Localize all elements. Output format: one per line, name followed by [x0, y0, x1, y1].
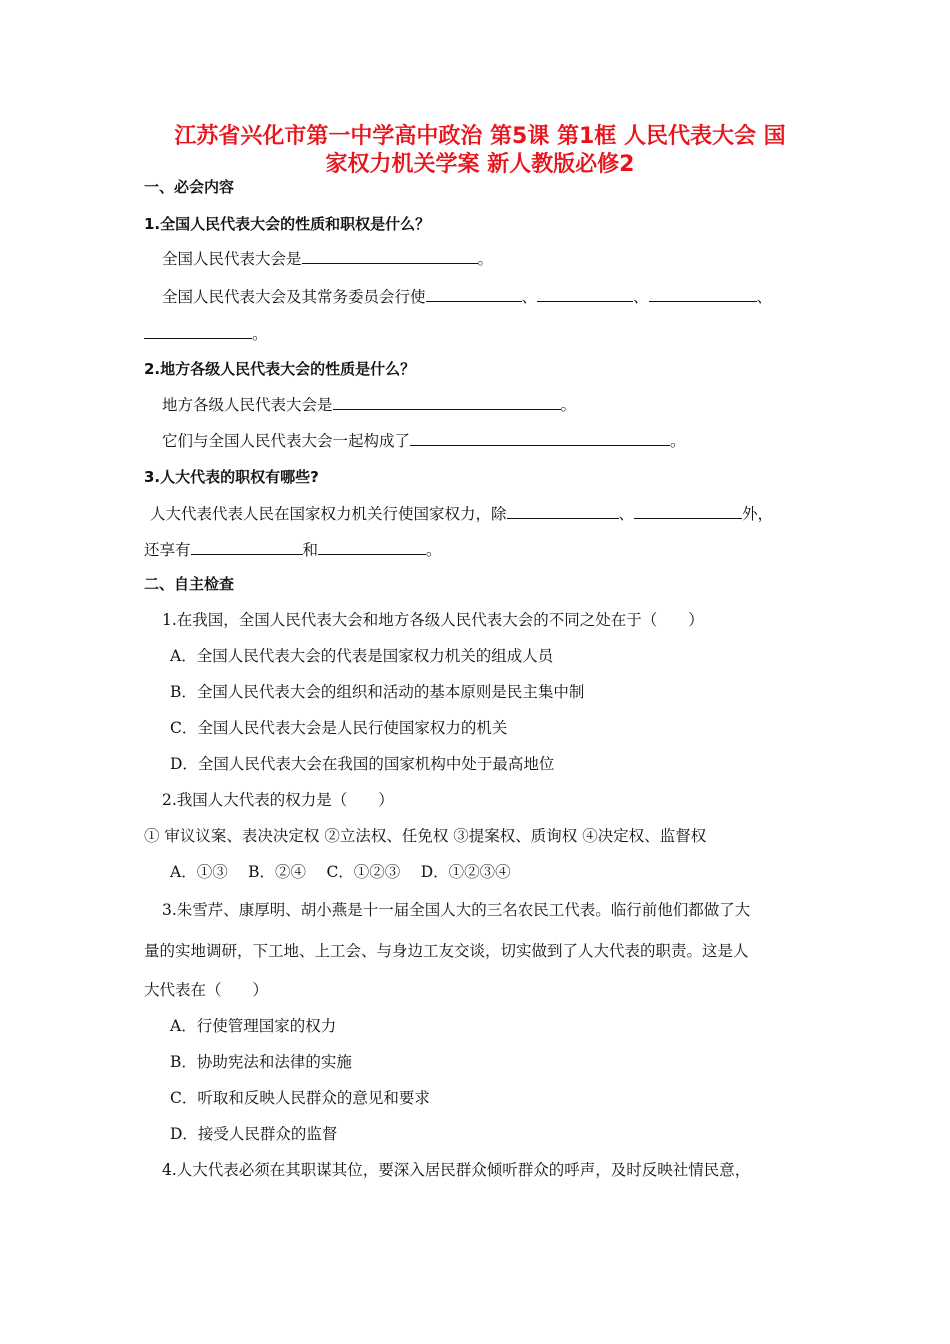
fill-blank[interactable] — [649, 287, 757, 302]
q3-line-2-text: 还享有 — [144, 541, 191, 559]
q1-line-2 — [162, 286, 772, 308]
q3-line-2-end: 。 — [426, 541, 442, 559]
q1-line-1-end: 。 — [477, 250, 494, 268]
q1-line-1 — [162, 248, 493, 270]
q2-line-1 — [162, 394, 576, 416]
fill-blank[interactable] — [426, 287, 522, 302]
fill-blank[interactable] — [302, 249, 478, 264]
fill-blank[interactable] — [507, 504, 619, 519]
q3-line-1 — [150, 503, 773, 525]
s2-q3-option-c: C．听取和反映人民群众的意见和要求 — [170, 1089, 430, 1107]
q3-heading: 3.人大代表的职权有哪些? — [144, 468, 319, 486]
q1-heading: 1.全国人民代表大会的性质和职权是什么？ — [144, 215, 431, 233]
s2-q3-stem-line-3: 大代表在（ ） — [144, 981, 269, 999]
s2-q3-stem-line-1: 3.朱雪芹、康厚明、胡小燕是十一届全国人大的三名农民工代表。临行前他们都做了大 — [162, 901, 751, 919]
q1-line-3-end: 。 — [252, 325, 268, 343]
q3-line-1-end: 外， — [742, 505, 774, 523]
fill-blank[interactable] — [191, 540, 303, 555]
s2-q2-items: ① 审议议案、表决决定权 ②立法权、任免权 ③提案权、质询权 ④决定权、监督权 — [144, 827, 707, 845]
s2-q3-option-d: D．接受人民群众的监督 — [170, 1125, 338, 1143]
separator: 、 — [521, 288, 538, 306]
q2-line-2 — [162, 430, 686, 452]
q1-line-3 — [144, 323, 268, 345]
q3-line-2 — [144, 539, 442, 561]
q1-line-1-text: 全国人民代表大会是 — [162, 250, 302, 268]
fill-blank[interactable] — [634, 504, 742, 519]
fill-blank[interactable] — [333, 395, 561, 410]
s2-q2-options: A．①③ B．②④ C．①②③ D．①②③④ — [170, 863, 511, 881]
q2-line-2-end: 。 — [670, 432, 686, 450]
q3-line-2-mid: 和 — [302, 541, 319, 559]
s2-q2-stem: 2.我国人大代表的权力是（ ） — [162, 791, 394, 809]
s2-q1-option-a: A．全国人民代表大会的代表是国家权力机关的组成人员 — [170, 647, 554, 665]
q2-line-1-text: 地方各级人民代表大会是 — [162, 396, 333, 414]
q2-line-2-text: 它们与全国人民代表大会一起构成了 — [162, 432, 411, 450]
separator: 、 — [618, 505, 635, 523]
s2-q1-option-b: B．全国人民代表大会的组织和活动的基本原则是民主集中制 — [170, 683, 585, 701]
s2-q1-option-d: D．全国人民代表大会在我国的国家机构中处于最高地位 — [170, 755, 555, 773]
s2-q3-stem-line-2: 量的实地调研，下工地、上工会、与身边工友交谈，切实做到了人大代表的职责。这是人 — [144, 942, 749, 960]
section-2-heading: 二、自主检查 — [144, 575, 235, 593]
fill-blank[interactable] — [318, 540, 426, 555]
separator: 、 — [633, 288, 649, 306]
s2-q4-stem-line-1: 4.人大代表必须在其职谋其位，要深入居民群众倾听群众的呼声，及时反映社情民意， — [162, 1161, 751, 1179]
s2-q3-option-b: B．协助宪法和法律的实施 — [170, 1053, 352, 1071]
q2-line-1-end: 。 — [560, 396, 577, 414]
section-1-heading: 一、必会内容 — [144, 178, 235, 196]
separator: 、 — [756, 288, 773, 306]
q3-line-1-text: 人大代表代表人民在国家权力机关行使国家权力，除 — [150, 505, 507, 523]
s2-q1-option-c: C．全国人民代表大会是人民行使国家权力的机关 — [170, 719, 508, 737]
fill-blank[interactable] — [410, 431, 670, 446]
s2-q3-option-a: A．行使管理国家的权力 — [170, 1017, 337, 1035]
document-title-line-1: 江苏省兴化市第一中学高中政治 第5课 第1框 人民代表大会 国 — [174, 124, 786, 149]
document-title-line-2: 家权力机关学案 新人教版必修2 — [325, 152, 635, 177]
fill-blank[interactable] — [537, 287, 633, 302]
q2-heading: 2.地方各级人民代表大会的性质是什么？ — [144, 360, 416, 378]
s2-q1-stem: 1.在我国，全国人民代表大会和地方各级人民代表大会的不同之处在于（ ） — [162, 611, 704, 629]
q1-line-2-text: 全国人民代表大会及其常务委员会行使 — [162, 288, 426, 306]
fill-blank[interactable] — [144, 324, 252, 339]
